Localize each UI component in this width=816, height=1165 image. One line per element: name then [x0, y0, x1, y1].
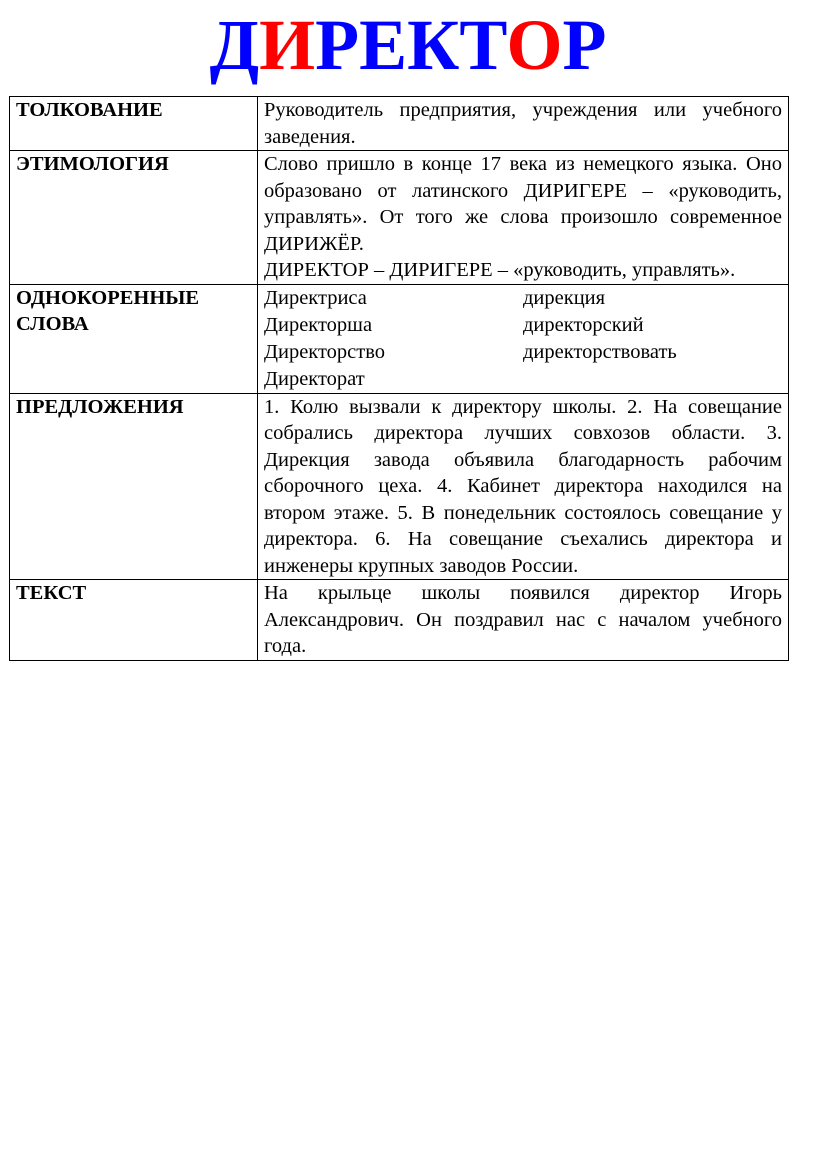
table-row — [10, 580, 789, 661]
title-letter: Р — [315, 5, 360, 85]
table-row — [10, 151, 789, 285]
text-body — [258, 580, 789, 661]
page-title — [0, 2, 816, 88]
sentences-text — [258, 393, 789, 580]
related-word: Директорша — [264, 313, 373, 336]
related-word: Директриса — [264, 286, 367, 309]
title-letter: О — [506, 5, 563, 85]
table-row — [10, 393, 789, 580]
text-heading: ТЕКСТ — [10, 580, 258, 661]
word-card-table — [9, 96, 789, 661]
title-letter: Д — [209, 5, 260, 85]
related-word: Директорат — [264, 367, 365, 390]
table-row — [10, 284, 789, 393]
interpretation-text — [258, 97, 789, 151]
table-row — [10, 97, 789, 151]
related-word: дирекция — [523, 286, 606, 309]
text-paragraph: На крыльце школы появился директор Игорь Александрович. Он поздравил нас с началом учебного года. — [264, 582, 782, 657]
title-letter: К — [407, 5, 460, 85]
related-word: директорствовать — [523, 340, 677, 363]
interpretation-heading: ТОЛКОВАНИЕ — [10, 97, 258, 151]
sentences-paragraph: 1. Колю вызвали к директору школы. 2. На совещание собрались директора лучших совхозов области. 3. Дирекция завода объявила благодарность рабочим сборочного цеха. 4. Кабинет директора находился на втором этаже. 5. В понедельник состоялось совещание у директора. 6. На совещание съехались директора и инженеры крупных заводов России. — [264, 395, 782, 577]
etymology-formula: ДИРЕКТОР – ДИРИГЕРЕ – «руководить, управлять». — [264, 259, 736, 281]
interpretation-paragraph: Руководитель предприятия, учреждения или учебного заведения. — [264, 99, 782, 148]
etymology-paragraph: Слово пришло в конце 17 века из немецкого языка. Оно образовано от латинского ДИРИГЕРЕ – «руководить, управлять». От того же слова произошло современное ДИРИЖЁР. — [264, 153, 782, 255]
title-letter: Р — [562, 5, 607, 85]
title-letter: Т — [459, 5, 507, 85]
sentences-heading: ПРЕДЛОЖЕНИЯ — [10, 393, 258, 580]
related-words-list — [264, 285, 782, 393]
related-words-heading: ОДНОКОРЕННЫЕ СЛОВА — [10, 284, 258, 393]
title-letter: И — [259, 5, 316, 85]
etymology-heading: ЭТИМОЛОГИЯ — [10, 151, 258, 285]
related-word: директорский — [523, 313, 644, 336]
related-words-cell — [258, 284, 789, 393]
etymology-text — [258, 151, 789, 285]
title-letter: Е — [359, 5, 408, 85]
related-word: Директорство — [264, 340, 386, 363]
